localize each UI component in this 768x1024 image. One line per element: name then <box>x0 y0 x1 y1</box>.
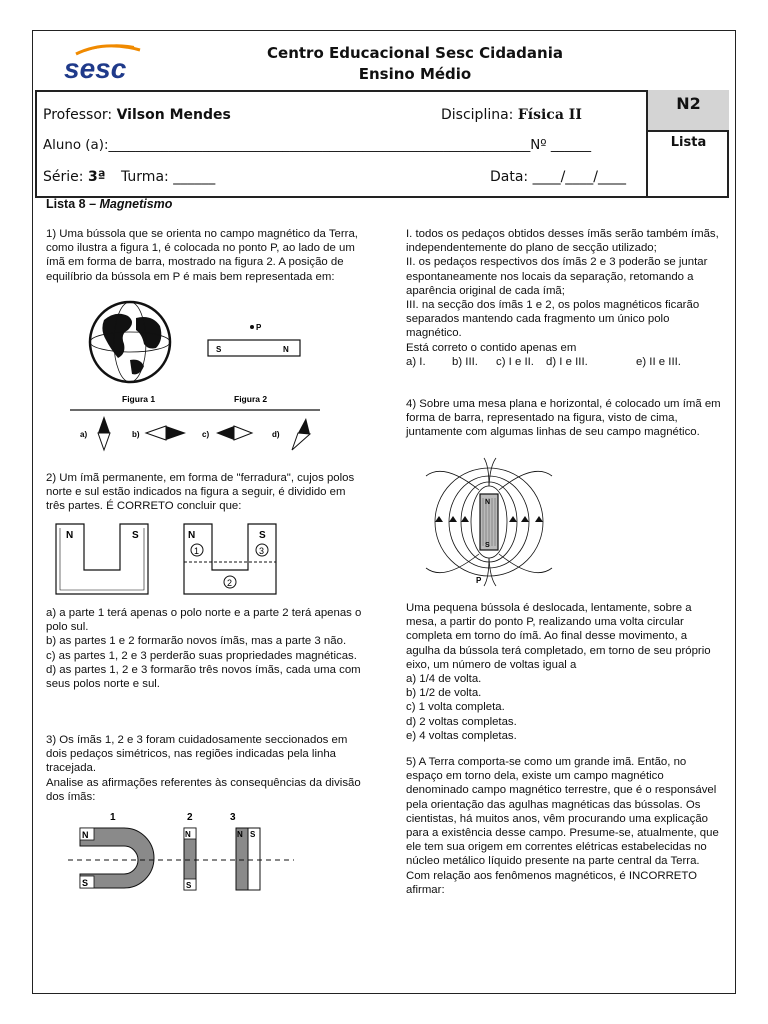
option-d-label: d) <box>272 430 280 439</box>
part-1-label: 1 <box>194 546 200 556</box>
option-b-label: b) <box>132 430 140 439</box>
lista-label: Lista <box>670 135 707 150</box>
heading-prefix: Lista 8 – <box>46 197 100 211</box>
magnet-2-pole-s: S <box>186 881 192 890</box>
divided-pole-n: N <box>188 530 196 541</box>
option-a-label: a) <box>80 430 88 439</box>
logo-text: sesc <box>64 53 127 84</box>
disciplina-value: Física II <box>517 107 582 123</box>
part-3-label: 3 <box>259 546 265 556</box>
globe-icon <box>90 302 170 382</box>
sesc-logo <box>62 42 146 84</box>
question-2-options <box>46 606 364 691</box>
professor-label: Professor: <box>43 107 113 123</box>
q3-option-d: d) I e III. <box>546 355 588 368</box>
serie-value: 3ª <box>87 169 106 185</box>
q3-options <box>406 355 724 369</box>
magnet-1-number: 1 <box>110 812 116 823</box>
q4-option-a: a) 1/4 de volta. <box>406 673 482 686</box>
figure-2-label: Figura 2 <box>234 394 268 404</box>
compass-needle-vertical-icon <box>98 416 110 450</box>
q4-option-c: c) 1 volta completa. <box>406 701 505 714</box>
school-name: Centro Educacional Sesc Cidadania <box>267 44 563 62</box>
q2-option-a: a) a parte 1 terá apenas o polo norte e a parte 2 terá apenas o polo sul. <box>46 607 362 634</box>
point-p-dot <box>250 325 254 329</box>
q3-figure <box>68 808 298 896</box>
grade-column <box>646 90 729 198</box>
q2-option-c: c) as partes 1, 2 e 3 perderão suas propriedades magnéticas. <box>46 649 357 662</box>
magnet-3-pole-n: N <box>237 830 243 839</box>
q2-figure <box>54 522 286 598</box>
whole-pole-s: S <box>132 530 139 541</box>
aluno-row: Aluno (a):_______________________________________________________________Nº ______ <box>43 138 592 153</box>
compass-needle-diagonal-icon <box>292 418 310 450</box>
disciplina-label: Disciplina: <box>441 107 514 123</box>
n2-label: N2 <box>648 90 729 132</box>
question-4-continuation <box>406 601 724 743</box>
magnet-3-pole-s: S <box>250 830 256 839</box>
q4-option-b: b) 1/2 de volta. <box>406 687 482 700</box>
q4-option-d: d) 2 voltas completas. <box>406 715 517 728</box>
q3-statement-3: III. na secção dos ímãs 1 e 2, os polos magnéticos ficarão separados mantendo cada fragmento um único polo magnético. <box>406 299 700 340</box>
compass-needle-pointing-left-icon <box>216 426 252 440</box>
q4-point-p: P <box>476 576 482 585</box>
q4-figure <box>424 456 554 588</box>
part-2-label: 2 <box>227 578 233 588</box>
question-4-text: 4) Sobre uma mesa plana e horizontal, é colocado um ímã em forma de barra, representado na figura, visto de cima, juntamente com algumas linhas de seu campo magnético. <box>406 398 721 439</box>
magnet-2-bar <box>184 828 196 890</box>
q4-magnet-s: S <box>485 542 490 549</box>
q3-statement-2: II. os pedaços respectivos dos ímãs 2 e 3 poderão se juntar espontaneamente nos locais da separação, retomando a aparência original de cada ímã; <box>406 256 708 297</box>
magnet-2-number: 2 <box>187 812 193 823</box>
question-5-text: 5) A Terra comporta-se como um grande imã. Então, no espaço em torno dela, existe um campo magnético denominado campo magnético terrestre, que é o responsável pela orientação das agulhas magnéticas das bússolas. Os cientistas, há muitos anos, vêm procurando uma explicação para a existência desse campo. Presume-se, atualmente, que ele tem sua origem em correntes elétricas estabelecidas no núcleo metálico líquido presente na parte central da Terra. Com relação aos fenômenos magnéticos, é INCORRETO afirmar: <box>406 756 719 896</box>
question-2-text: 2) Um ímã permanente, em forma de "ferradura", cujos polos norte e sul estão indicados na figura a seguir, é dividido em três partes. É CORRETO concluir que: <box>46 472 355 513</box>
q4-magnet-n: N <box>485 499 491 506</box>
q2-option-b: b) as partes 1 e 2 formarão novos ímãs, mas a parte 3 não. <box>46 635 347 648</box>
professor-row <box>43 107 231 123</box>
q3-intro: 3) Os ímãs 1, 2 e 3 foram cuidadosamente seccionados em dois pedaços simétricos, nas regiões indicadas pela linha tracejada. <box>46 734 348 775</box>
professor-name: Vilson Mendes <box>116 107 231 123</box>
question-3-text <box>46 733 364 804</box>
option-c-label: c) <box>202 430 210 439</box>
q4-option-e: e) 4 voltas completas. <box>406 729 517 742</box>
magnet-n-label: N <box>283 345 289 354</box>
serie-label: Série: <box>43 169 84 185</box>
point-p-label: P <box>256 323 262 332</box>
q3-question: Está correto o contido apenas em <box>406 341 577 354</box>
heading-topic: Magnetismo <box>99 197 173 211</box>
q3-option-a: a) I. <box>406 355 426 368</box>
horseshoe-magnet-divided <box>184 524 276 594</box>
data-field: Data: ____/____/____ <box>490 169 627 185</box>
whole-pole-n: N <box>66 530 74 541</box>
q3-option-b: b) III. <box>452 355 478 368</box>
question-3-statements <box>406 227 724 369</box>
divided-pole-s: S <box>259 530 266 541</box>
disciplina-row <box>441 107 582 123</box>
magnet-3-split-bar <box>236 828 260 890</box>
list-heading <box>46 197 172 211</box>
magnet-1-pole-n: N <box>82 830 89 840</box>
q3-intro-2: Analise as afirmações referentes às consequências da divisão dos ímãs: <box>46 776 361 803</box>
question-1-text: 1) Uma bússola que se orienta no campo magnético da Terra, como ilustra a figura 1, é colocada no ponto P, ao lado de um ímã em forma de barra, mostrado na figura 2. A posição de equilíbrio da bússola em P é mais bem representada em: <box>46 228 358 283</box>
magnet-1-curved <box>80 828 154 888</box>
q3-statement-1: I. todos os pedaços obtidos desses ímãs serão também ímãs, independentemente do plano de secção utilizado; <box>406 228 719 255</box>
magnet-1-pole-s: S <box>82 878 89 888</box>
magnet-s-label: S <box>216 345 222 354</box>
horseshoe-magnet-whole <box>56 524 148 594</box>
magnet-2-pole-n: N <box>185 830 191 839</box>
serie-row <box>43 169 106 185</box>
q3-option-c: c) I e II. <box>496 355 534 368</box>
q4-text-2: Uma pequena bússola é deslocada, lentamente, sobre a mesa, a partir do ponto P, realizando uma volta circular completa em torno do ímã. Ao final desse movimento, a agulha da bússola terá completado, em torno de seu próprio eixo, um número de voltas igual a <box>406 602 711 671</box>
school-level: Ensino Médio <box>358 65 472 83</box>
compass-needle-pointing-right-icon <box>146 426 186 440</box>
q3-option-e: e) II e III. <box>636 355 681 368</box>
turma-field: Turma: ______ <box>121 169 216 185</box>
magnet-3-number: 3 <box>230 812 236 823</box>
figure-1-label: Figura 1 <box>122 394 156 404</box>
bar-magnet-top-view <box>480 494 498 550</box>
q1-figure <box>66 300 326 452</box>
q2-option-d: d) as partes 1, 2 e 3 formarão três novos ímãs, cada uma com seus polos norte e sul. <box>46 663 361 691</box>
